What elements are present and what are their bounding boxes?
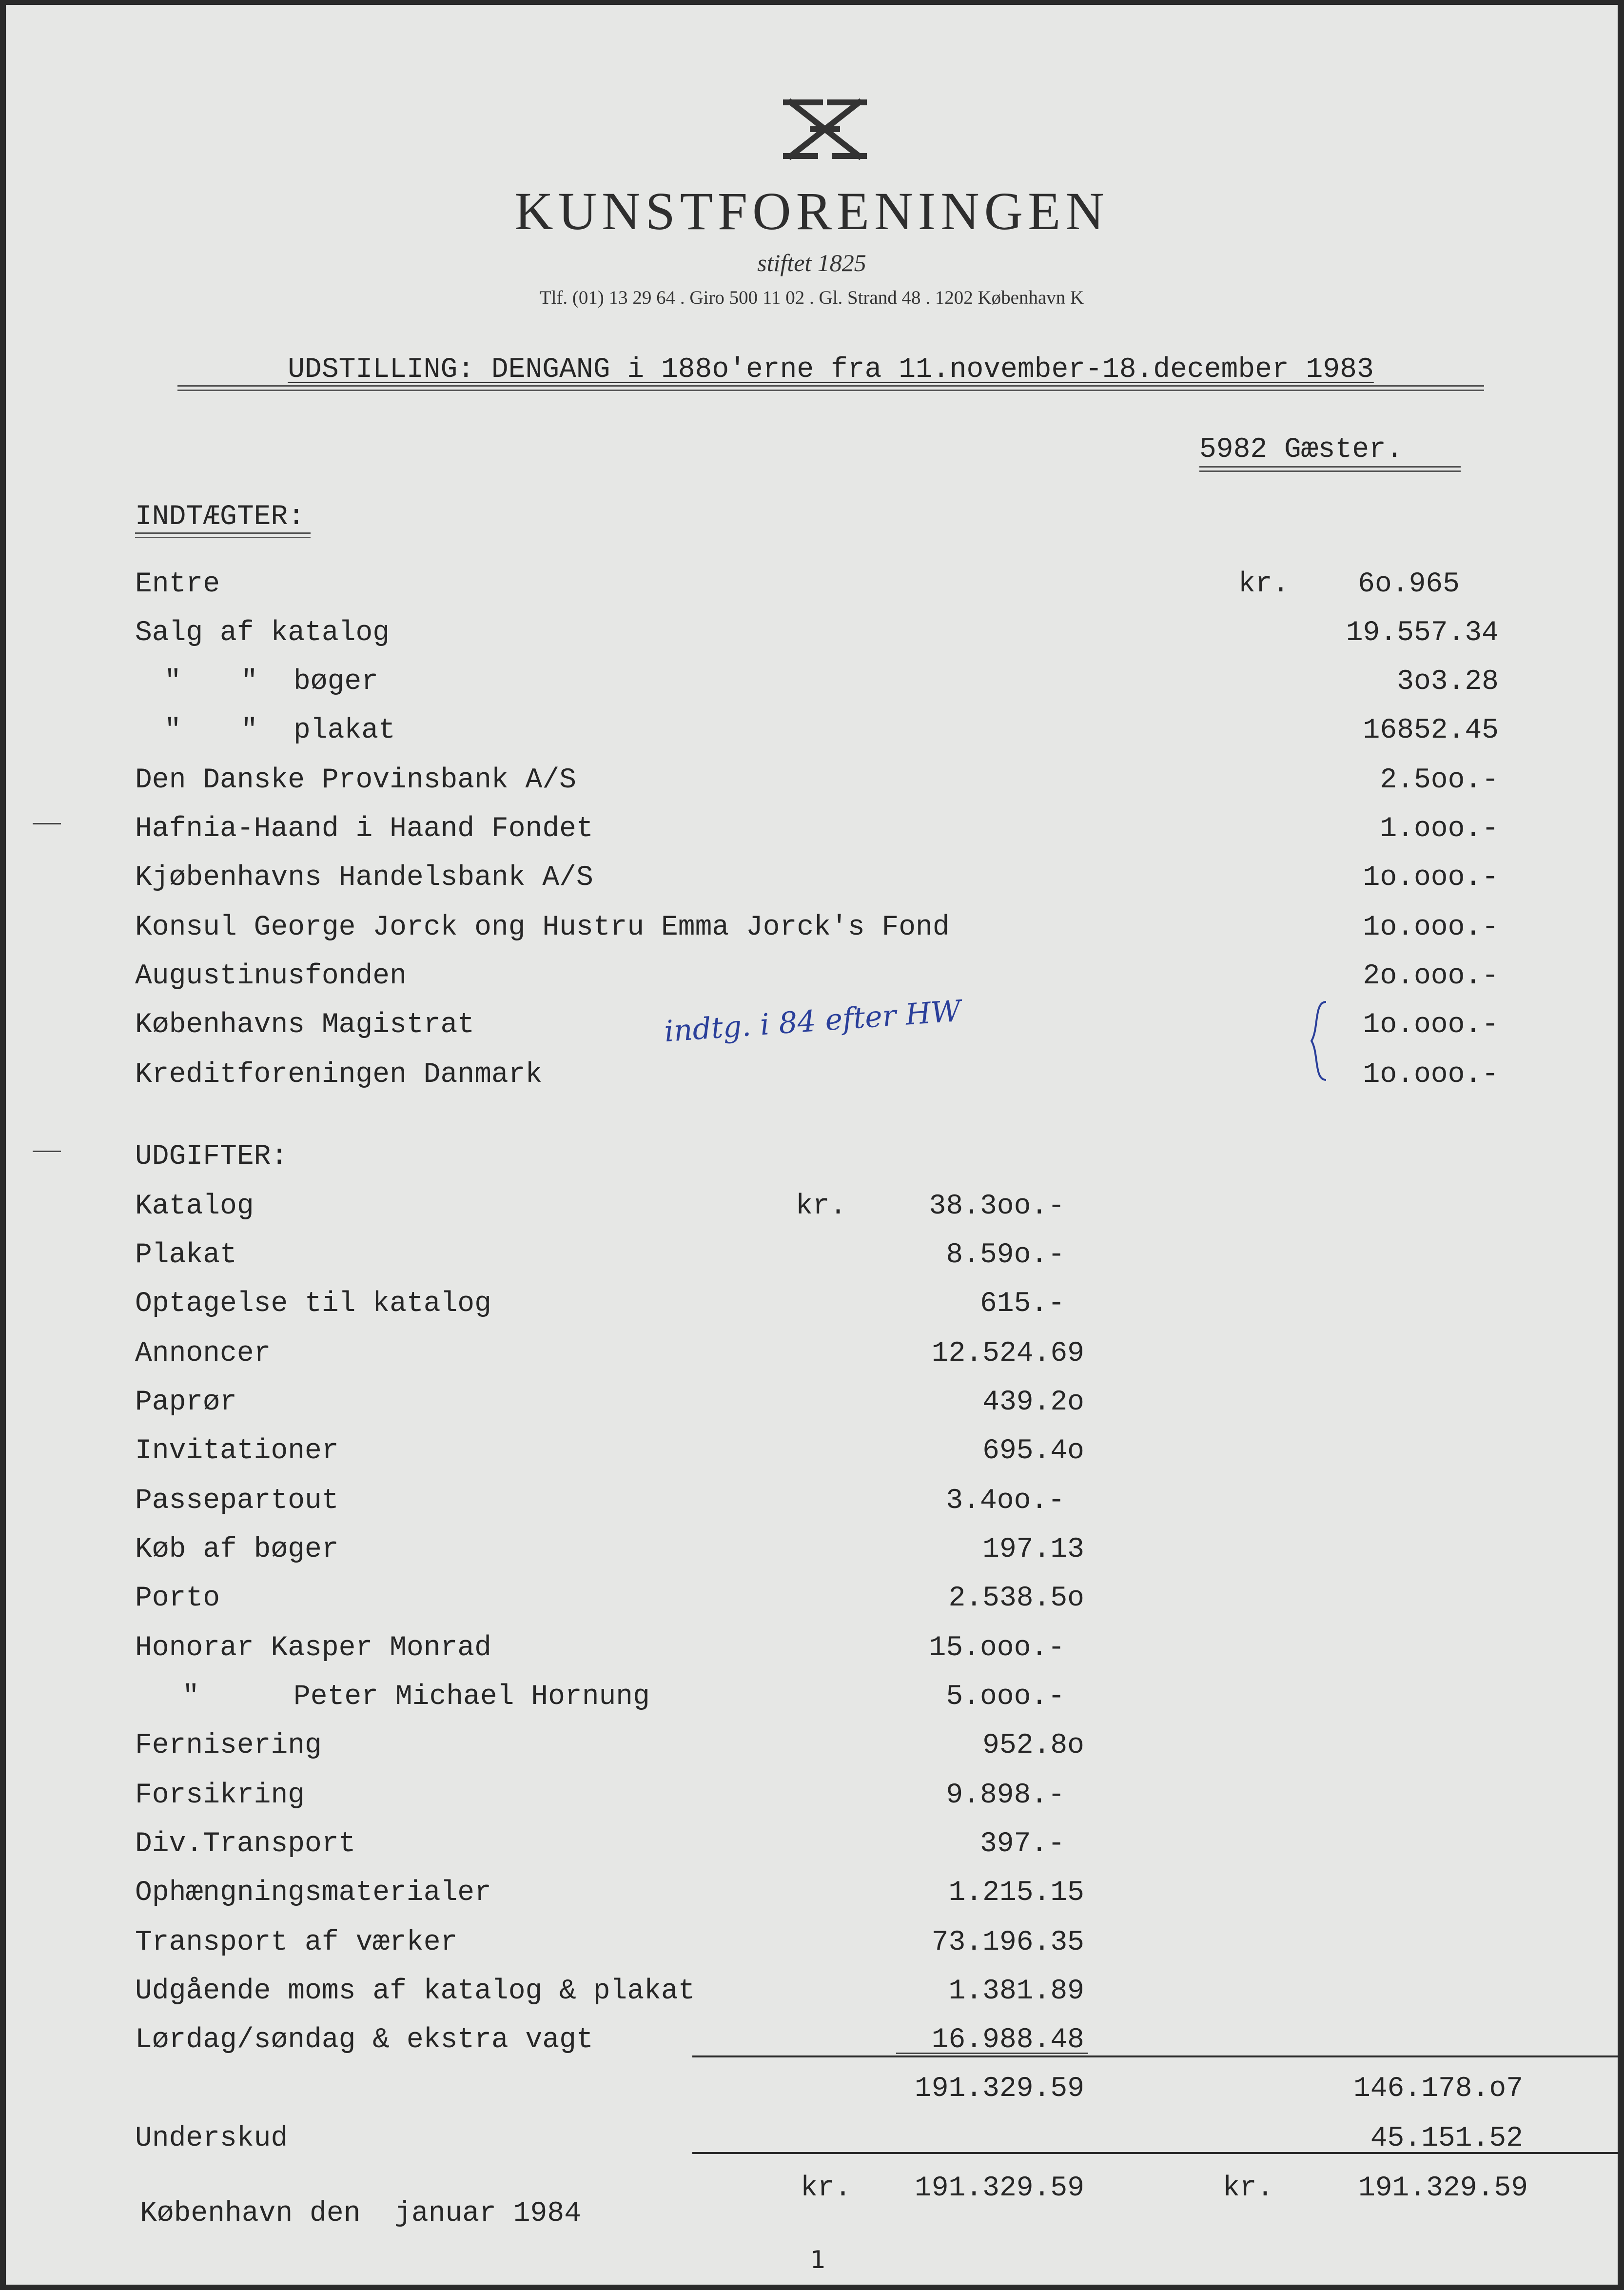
income-grand-currency: kr. — [1223, 2173, 1274, 2204]
income-row-label: Kjøbenhavns Handelsbank A/S — [135, 862, 593, 894]
income-row-amount: 2.5oo.- — [1380, 764, 1499, 796]
KF-monogram-logo — [776, 93, 874, 166]
margin-tick — [33, 1151, 61, 1152]
expense-row-label: Div.Transport — [135, 1828, 356, 1860]
guest-double-underline — [1199, 466, 1461, 472]
income-row-amount: 1o.ooo.- — [1363, 862, 1499, 894]
deficit-rule — [692, 2152, 1618, 2154]
ditto-mark: " — [241, 666, 258, 698]
expense-row-label: Transport af værker — [135, 1927, 458, 1958]
expense-row-amount: 439.2o — [982, 1387, 1084, 1418]
expense-row-amount: 197.13 — [982, 1534, 1084, 1566]
expenses-heading: UDGIFTER: — [135, 1141, 288, 1173]
expense-row-amount: 12.524.69 — [931, 1338, 1084, 1370]
document-page — [6, 5, 1618, 2285]
expense-row-amount: 5.ooo.- — [946, 1681, 1065, 1713]
ditto-mark: " — [164, 666, 181, 698]
expense-row-label: Porto — [135, 1583, 220, 1614]
expense-row-label: Passepartout — [135, 1485, 339, 1517]
expense-row-label: Optagelse til katalog — [135, 1288, 491, 1320]
income-row-amount: 1.ooo.- — [1380, 813, 1499, 845]
income-row-label: bøger — [293, 666, 379, 698]
income-row-label: Den Danske Provinsbank A/S — [135, 764, 576, 796]
income-heading: INDTÆGTER: — [135, 501, 305, 533]
margin-tick — [33, 823, 61, 824]
expense-row-label: Ophængningsmaterialer — [135, 1877, 491, 1909]
expense-row-label: Lørdag/søndag & ekstra vagt — [135, 2024, 593, 2056]
income-row-label: Hafnia-Haand i Haand Fondet — [135, 813, 593, 845]
expense-row-amount: 2.538.5o — [948, 1583, 1084, 1614]
income-row-amount: 16852.45 — [1363, 715, 1499, 746]
income-row-amount: 1o.ooo.- — [1363, 1059, 1499, 1091]
ditto-mark: " — [182, 1681, 199, 1713]
amount-underline — [896, 2053, 1088, 2054]
expense-row-label: Forsikring — [135, 1780, 305, 1811]
expenses-total: 191.329.59 — [914, 2073, 1084, 2105]
income-total: 146.178.o7 — [1353, 2073, 1523, 2105]
expense-row-amount: 952.8o — [982, 1730, 1084, 1762]
income-row-amount: 3o3.28 — [1397, 666, 1499, 698]
income-grand-total: 191.329.59 — [1358, 2173, 1528, 2204]
expenses-grand-currency: kr. — [801, 2173, 852, 2204]
income-row-amount: 1o.ooo.- — [1363, 1009, 1499, 1041]
expense-row-label: Katalog — [135, 1191, 254, 1222]
deficit-label: Underskud — [135, 2123, 288, 2154]
ditto-mark: " — [164, 715, 181, 746]
expenses-currency: kr. — [796, 1191, 847, 1222]
income-row-amount: 1o.ooo.- — [1363, 912, 1499, 943]
income-row-label: Københavns Magistrat — [135, 1009, 475, 1041]
expense-row-amount: 8.59o.- — [946, 1239, 1065, 1271]
expense-row-amount: 695.4o — [982, 1435, 1084, 1467]
expense-row-amount: 615.- — [979, 1288, 1065, 1320]
expenses-grand-total: 191.329.59 — [914, 2173, 1084, 2204]
headline-double-underline — [177, 385, 1484, 391]
handwritten-note: indtg. i 84 efter HW — [663, 994, 962, 1049]
expense-row-label: Honorar Kasper Monrad — [135, 1632, 491, 1664]
exhibition-headline: UDSTILLING: DENGANG i 188o'erne fra 11.november-18.december 1983 — [288, 354, 1374, 386]
page-number: 1 — [810, 2246, 826, 2274]
organization-name: KUNSTFORENINGEN — [514, 181, 1109, 241]
expense-row-label: Peter Michael Hornung — [293, 1681, 650, 1713]
expense-row-label: Fernisering — [135, 1730, 322, 1762]
expense-row-amount: 9.898.- — [946, 1780, 1065, 1811]
expense-row-label: Invitationer — [135, 1435, 339, 1467]
founded-line: stiftet 1825 — [757, 249, 866, 276]
expense-row-amount: 73.196.35 — [931, 1927, 1084, 1958]
income-row-label: Konsul George Jorck ong Hustru Emma Jorck's Fond — [135, 912, 950, 943]
ditto-mark: " — [241, 715, 258, 746]
income-row-label: Salg af katalog — [135, 617, 390, 649]
expense-row-amount: 1.215.15 — [948, 1877, 1084, 1909]
income-row-amount: 2o.ooo.- — [1363, 960, 1499, 992]
contact-line: Tlf. (01) 13 29 64 . Giro 500 11 02 . Gl. Strand 48 . 1202 København K — [539, 287, 1084, 308]
handwritten-brace — [1307, 999, 1331, 1082]
expense-row-label: Paprør — [135, 1387, 237, 1418]
deficit-amount: 45.151.52 — [1370, 2123, 1523, 2154]
income-heading-underline — [135, 532, 311, 538]
income-row-amount: 6o.965 — [1358, 568, 1460, 600]
expense-row-amount: 3.4oo.- — [946, 1485, 1065, 1517]
expense-row-amount: 38.3oo.- — [929, 1191, 1065, 1222]
expense-row-amount: 15.ooo.- — [929, 1632, 1065, 1664]
income-row-label: plakat — [293, 715, 395, 746]
income-currency: kr. — [1238, 568, 1290, 600]
expense-row-amount: 397.- — [979, 1828, 1065, 1860]
place-date: København den januar 1984 — [140, 2198, 581, 2230]
expense-row-amount: 1.381.89 — [948, 1976, 1084, 2007]
income-row-label: Augustinusfonden — [135, 960, 407, 992]
income-row-label: Entre — [135, 568, 220, 600]
income-row-label: Kreditforeningen Danmark — [135, 1059, 543, 1091]
guest-count: 5982 Gæster. — [1199, 434, 1403, 466]
expense-row-label: Annoncer — [135, 1338, 271, 1370]
totals-rule — [692, 2055, 1618, 2057]
income-row-amount: 19.557.34 — [1346, 617, 1499, 649]
expense-row-label: Plakat — [135, 1239, 237, 1271]
expense-row-label: Køb af bøger — [135, 1534, 339, 1566]
expense-row-label: Udgående moms af katalog & plakat — [135, 1976, 695, 2007]
expense-row-amount: 16.988.48 — [931, 2024, 1084, 2056]
